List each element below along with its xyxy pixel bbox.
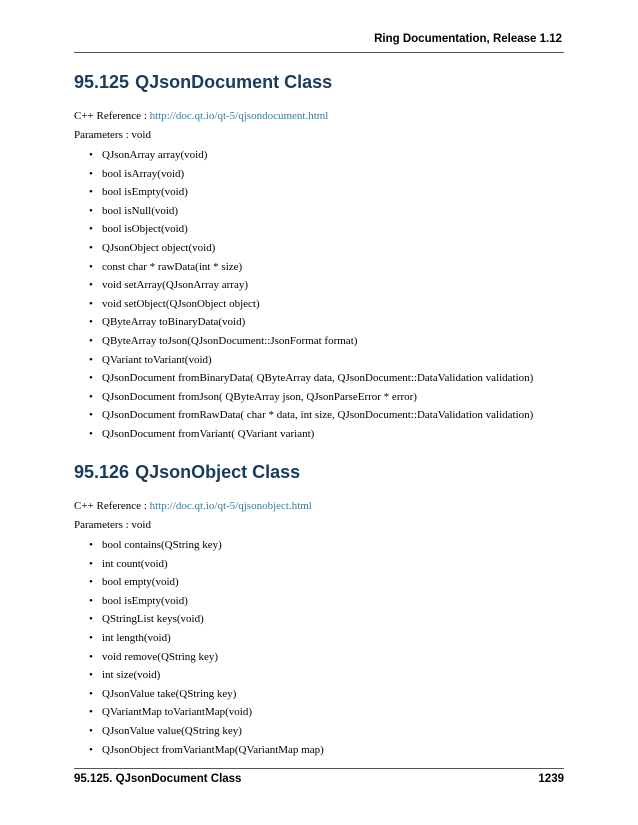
method-signature: bool isEmpty(void) [102, 594, 188, 607]
method-signature: void setObject(QJsonObject object) [102, 297, 260, 310]
bullet-icon: • [89, 594, 93, 607]
method-signature: QByteArray toBinaryData(void) [102, 316, 246, 329]
method-signature: int length(void) [102, 631, 171, 644]
method-item [89, 668, 564, 687]
method-signature: QJsonValue take(QString key) [102, 687, 237, 700]
method-item [89, 612, 564, 631]
method-item [89, 594, 564, 613]
method-signature: bool isNull(void) [102, 204, 179, 217]
footer-section: 95.125. QJsonDocument Class [74, 773, 242, 785]
section-qjsonobject [74, 460, 564, 761]
parameters-line: Parameters : void [74, 129, 151, 141]
method-signature: QJsonDocument fromJson( QByteArray json, QJsonParseError * error) [102, 390, 417, 403]
reference-label: C++ Reference : [74, 500, 150, 512]
bullet-icon: • [89, 260, 93, 273]
method-signature: QJsonValue value(QString key) [102, 724, 242, 737]
bullet-icon: • [89, 297, 93, 310]
method-signature: bool contains(QString key) [102, 539, 222, 551]
section-heading [74, 460, 564, 484]
bullet-icon: • [89, 557, 93, 570]
method-item [89, 743, 564, 762]
method-item [89, 278, 564, 297]
bullet-icon: • [89, 613, 93, 626]
bullet-icon: • [89, 223, 93, 236]
footer-divider [74, 768, 564, 769]
bullet-icon: • [89, 427, 93, 440]
method-signature: QJsonArray array(void) [102, 149, 208, 161]
method-item [89, 371, 564, 390]
method-list [74, 148, 564, 446]
reference-label: C++ Reference : [74, 110, 150, 122]
method-signature: QVariantMap toVariantMap(void) [102, 706, 252, 719]
method-item [89, 241, 564, 260]
method-item [89, 575, 564, 594]
bullet-icon: • [89, 539, 93, 551]
method-item [89, 538, 564, 557]
bullet-icon: • [89, 186, 93, 199]
section-number: 95.125 [74, 72, 130, 92]
section-qjsondocument [74, 70, 564, 446]
method-signature: int size(void) [102, 669, 161, 682]
method-item [89, 167, 564, 186]
method-item [89, 687, 564, 706]
bullet-icon: • [89, 353, 93, 366]
method-item [89, 705, 564, 724]
method-item [89, 334, 564, 353]
method-item [89, 148, 564, 167]
parameters-line: Parameters : void [74, 519, 151, 531]
method-item [89, 650, 564, 669]
section-number: 95.126 [74, 462, 130, 482]
method-signature: QJsonObject object(void) [102, 241, 216, 254]
section-heading [74, 70, 564, 94]
bullet-icon: • [89, 241, 93, 254]
method-item [89, 297, 564, 316]
method-signature: int count(void) [102, 557, 168, 570]
method-item [89, 185, 564, 204]
method-signature: QVariant toVariant(void) [102, 353, 212, 366]
bullet-icon: • [89, 279, 93, 292]
method-item [89, 315, 564, 334]
method-item [89, 408, 564, 427]
method-signature: bool isArray(void) [102, 167, 185, 180]
method-signature: QJsonObject fromVariantMap(QVariantMap map) [102, 743, 324, 756]
bullet-icon: • [89, 724, 93, 737]
bullet-icon: • [89, 409, 93, 422]
bullet-icon: • [89, 631, 93, 644]
bullet-icon: • [89, 687, 93, 700]
bullet-icon: • [89, 372, 93, 385]
method-item [89, 631, 564, 650]
section-title: QJsonObject Class [135, 462, 301, 482]
bullet-icon: • [89, 390, 93, 403]
bullet-icon: • [89, 149, 93, 161]
bullet-icon: • [89, 334, 93, 347]
bullet-icon: • [89, 669, 93, 682]
bullet-icon: • [89, 706, 93, 719]
method-item [89, 222, 564, 241]
method-signature: QJsonDocument fromRawData( char * data, int size, QJsonDocument::DataValidation validation) [102, 409, 534, 422]
reference-link[interactable]: http://doc.qt.io/qt-5/qjsonobject.html [149, 500, 312, 512]
method-signature: bool isObject(void) [102, 223, 188, 236]
bullet-icon: • [89, 576, 93, 589]
method-list [74, 538, 564, 761]
cpp-reference [74, 109, 564, 123]
method-signature: QJsonDocument fromBinaryData( QByteArray data, QJsonDocument::DataValidation validation) [102, 372, 534, 385]
method-item [89, 204, 564, 223]
page-number: 1239 [538, 773, 564, 785]
bullet-icon: • [89, 743, 93, 756]
method-signature: bool isEmpty(void) [102, 186, 188, 199]
header-divider [74, 52, 564, 53]
method-item [89, 353, 564, 372]
bullet-icon: • [89, 167, 93, 180]
bullet-icon: • [89, 316, 93, 329]
method-signature: bool empty(void) [102, 576, 179, 589]
method-signature: QJsonDocument fromVariant( QVariant variant) [102, 427, 315, 440]
method-signature: QStringList keys(void) [102, 613, 204, 626]
bullet-icon: • [89, 204, 93, 217]
method-item [89, 427, 564, 446]
method-item [89, 390, 564, 409]
method-item [89, 260, 564, 279]
running-header: Ring Documentation, Release 1.12 [374, 33, 562, 45]
method-signature: const char * rawData(int * size) [102, 260, 243, 273]
method-item [89, 724, 564, 743]
method-signature: QByteArray toJson(QJsonDocument::JsonFormat format) [102, 334, 358, 347]
method-item [89, 557, 564, 576]
reference-link[interactable]: http://doc.qt.io/qt-5/qjsondocument.html [149, 110, 329, 122]
method-signature: void remove(QString key) [102, 650, 219, 663]
bullet-icon: • [89, 650, 93, 663]
method-signature: void setArray(QJsonArray array) [102, 279, 249, 292]
cpp-reference [74, 499, 564, 513]
section-title: QJsonDocument Class [135, 72, 333, 92]
